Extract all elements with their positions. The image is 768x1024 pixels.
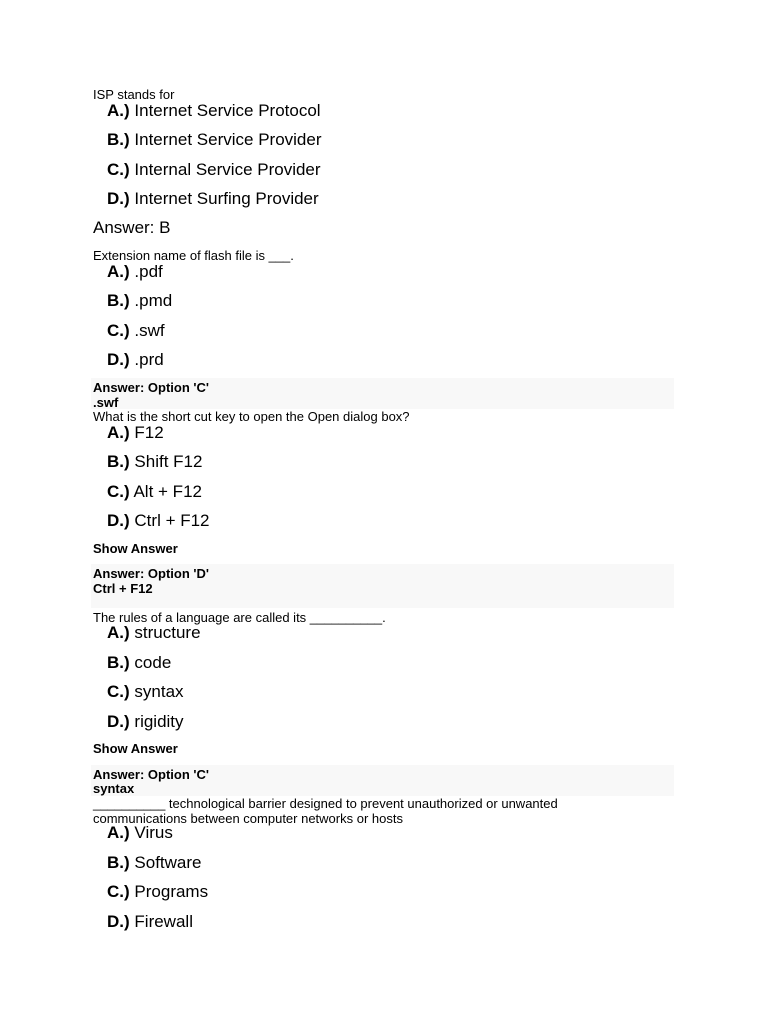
- option-letter: C.): [107, 321, 130, 340]
- show-answer-link[interactable]: Show Answer: [93, 741, 178, 756]
- option-letter: D.): [107, 712, 130, 731]
- option-text: syntax: [134, 682, 184, 701]
- option-d: [107, 350, 164, 370]
- option-c: [107, 321, 165, 341]
- option-b: [107, 853, 202, 873]
- option-text: Shift F12: [134, 452, 203, 471]
- answer-option: Answer: Option 'C': [93, 380, 209, 395]
- option-c: [107, 482, 202, 502]
- option-letter: C.): [107, 882, 130, 901]
- option-letter: C.): [107, 682, 130, 701]
- option-letter: B.): [107, 291, 130, 310]
- option-letter: B.): [107, 853, 130, 872]
- option-letter: C.): [107, 482, 130, 501]
- option-text: Internet Surfing Provider: [134, 189, 319, 208]
- option-a: [107, 101, 321, 121]
- answer-text: Answer: B: [93, 218, 171, 237]
- option-b: [107, 130, 322, 150]
- show-answer-link[interactable]: Show Answer: [93, 541, 178, 556]
- option-text: Programs: [134, 882, 209, 901]
- option-letter: D.): [107, 511, 130, 530]
- option-text: Firewall: [134, 912, 193, 931]
- answer-value: .swf: [93, 395, 119, 410]
- option-letter: B.): [107, 653, 130, 672]
- answer-option: Answer: Option 'D': [93, 566, 209, 581]
- answer-value: Ctrl + F12: [93, 581, 153, 596]
- option-letter: A.): [107, 823, 130, 842]
- option-letter: D.): [107, 350, 130, 369]
- option-d: [107, 189, 319, 209]
- option-b: [107, 653, 171, 673]
- option-text: code: [134, 653, 172, 672]
- option-text: Alt + F12: [133, 482, 202, 501]
- option-letter: B.): [107, 452, 130, 471]
- option-letter: D.): [107, 189, 130, 208]
- option-d: [107, 511, 210, 531]
- option-c: [107, 682, 184, 702]
- question-text: ISP stands for: [93, 87, 175, 102]
- option-letter: A.): [107, 101, 130, 120]
- option-b: [107, 291, 172, 311]
- option-d: [107, 912, 193, 932]
- option-text: Internet Service Provider: [134, 130, 322, 149]
- option-text: structure: [134, 623, 201, 642]
- option-text: .prd: [134, 350, 164, 369]
- option-text: F12: [134, 423, 164, 442]
- option-a: [107, 423, 164, 443]
- option-text: Internet Service Protocol: [134, 101, 321, 120]
- option-c: [107, 160, 321, 180]
- option-text: .pdf: [134, 262, 163, 281]
- question-text: Extension name of flash file is ___.: [93, 248, 294, 263]
- option-a: [107, 262, 163, 282]
- option-a: [107, 823, 173, 843]
- option-text: Ctrl + F12: [134, 511, 210, 530]
- question-text: What is the short cut key to open the Open dialog box?: [93, 409, 410, 424]
- answer-value: syntax: [93, 781, 135, 796]
- option-text: Virus: [134, 823, 173, 842]
- option-text: rigidity: [134, 712, 184, 731]
- answer-option: Answer: Option 'C': [93, 767, 209, 782]
- option-text: .swf: [134, 321, 165, 340]
- option-letter: D.): [107, 912, 130, 931]
- option-letter: B.): [107, 130, 130, 149]
- question-text: The rules of a language are called its __________.: [93, 610, 386, 625]
- option-text: Software: [134, 853, 202, 872]
- option-letter: A.): [107, 262, 130, 281]
- option-b: [107, 452, 202, 472]
- option-d: [107, 712, 184, 732]
- option-letter: A.): [107, 623, 130, 642]
- option-a: [107, 623, 201, 643]
- option-letter: A.): [107, 423, 130, 442]
- option-c: [107, 882, 208, 902]
- option-text: .pmd: [134, 291, 173, 310]
- option-letter: C.): [107, 160, 130, 179]
- question-text: __________ technological barrier designed to prevent unauthorized or unwanted communications between computer networks or hosts: [93, 796, 558, 826]
- option-text: Internal Service Provider: [134, 160, 321, 179]
